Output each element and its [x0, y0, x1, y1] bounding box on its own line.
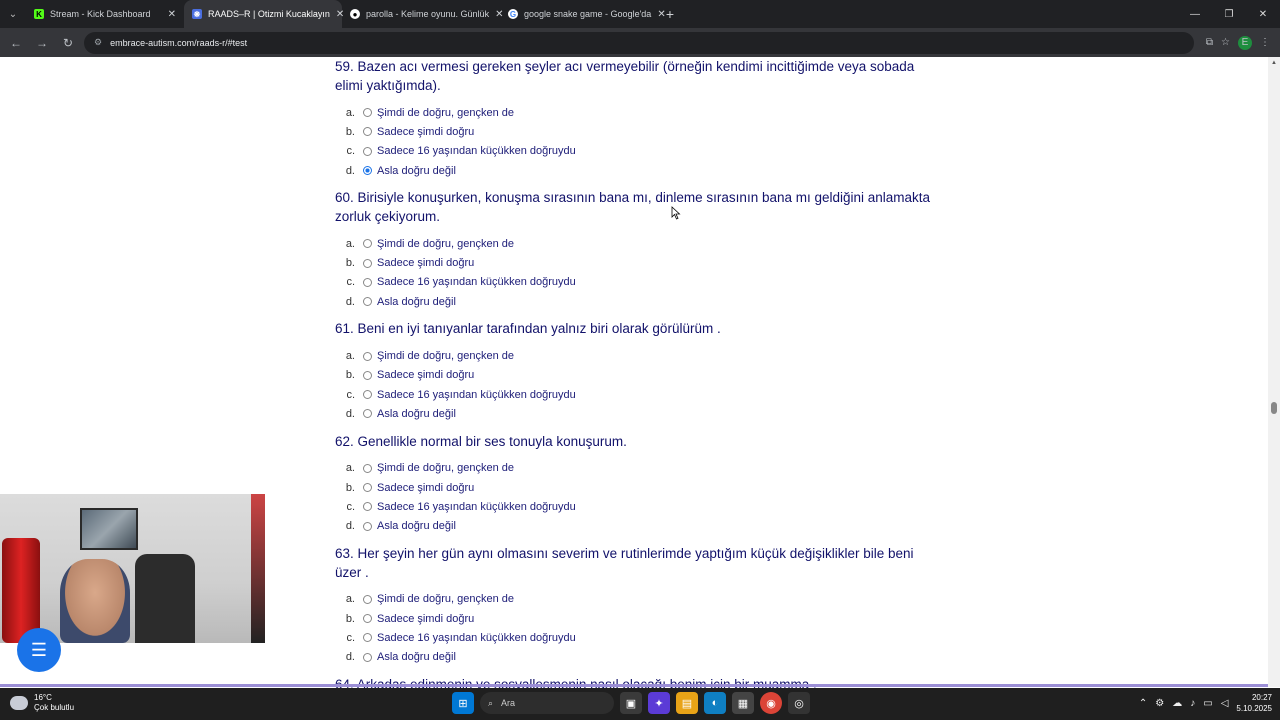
question-text: 63. Her şeyin her gün aynı olmasını severim ve rutinlerimde yaptığım küçük değişiklikler bile beni üzer .	[335, 545, 914, 580]
option-label: Asla doğru değil	[377, 520, 456, 533]
parolla-icon: ●	[350, 9, 360, 19]
toolbar-actions	[1206, 36, 1270, 50]
question-text: 61. Beni en iyi tanıyanlar tarafından yalnız biri olarak görülürüm .	[335, 321, 721, 337]
tab-raads-r[interactable]	[184, 0, 345, 28]
browser-tab-strip	[0, 0, 1280, 28]
answer-option[interactable]	[335, 292, 935, 311]
option-label: Sadece 16 yaşından küçükken doğruydu	[377, 388, 576, 401]
maximize-icon[interactable]: ❐	[1224, 8, 1234, 20]
radio-button[interactable]	[363, 522, 372, 531]
option-letter: a.	[345, 106, 355, 119]
question-item	[335, 432, 935, 536]
radio-button[interactable]	[363, 653, 372, 662]
answer-option[interactable]	[335, 628, 935, 647]
answer-option[interactable]	[335, 385, 935, 404]
microphone-image	[2, 538, 40, 643]
option-label: Asla doğru değil	[377, 407, 456, 420]
radio-button[interactable]	[363, 147, 372, 156]
tray-cloud-icon[interactable]: ☁	[1172, 697, 1183, 709]
option-letter: a.	[345, 593, 355, 606]
answer-options	[335, 459, 935, 536]
bookmark-star-icon[interactable]: ☆	[1221, 37, 1230, 48]
radio-button[interactable]	[363, 483, 372, 492]
system-tray	[1139, 692, 1272, 714]
question-text: 59. Bazen acı vermesi gereken şeyler acı vermeyebilir (örneğin kendimi incittiğimde veya sobada elimi yaktığımda).	[335, 59, 915, 93]
taskbar-apps	[452, 692, 810, 714]
volume-icon[interactable]: ◁	[1220, 697, 1229, 709]
chair-image	[135, 554, 195, 643]
option-letter: a.	[345, 350, 355, 363]
chrome-icon[interactable]: ◉	[760, 692, 782, 714]
radio-button[interactable]	[363, 614, 372, 623]
tray-app-icon[interactable]: ⚙	[1155, 697, 1165, 709]
option-label: Şimdi de doğru, gençken de	[377, 106, 514, 119]
task-view-icon[interactable]: ▣	[620, 692, 642, 714]
tab-kick-dashboard[interactable]	[26, 0, 184, 28]
option-letter: b.	[345, 369, 355, 382]
radio-button[interactable]	[363, 297, 372, 306]
radio-button[interactable]	[363, 108, 372, 117]
weather-temp: 16°C	[34, 693, 52, 702]
chevron-up-icon[interactable]: ⌃	[1138, 697, 1148, 709]
answer-option[interactable]	[335, 273, 935, 292]
option-letter: d.	[345, 295, 355, 308]
translate-icon[interactable]: ⧉	[1205, 37, 1214, 48]
window-controls	[1178, 0, 1280, 28]
search-placeholder: Ara	[501, 698, 516, 708]
tab-label: google snake game - Google'da	[524, 9, 652, 19]
start-icon[interactable]: ⊞	[452, 692, 474, 714]
option-letter: c.	[346, 276, 355, 289]
radio-button[interactable]	[363, 278, 372, 287]
tab-close-icon[interactable]: ✕	[335, 8, 345, 20]
option-letter: a.	[345, 462, 355, 475]
clock[interactable]	[1236, 692, 1272, 714]
answer-option[interactable]	[335, 122, 935, 141]
taskbar-search[interactable]	[480, 692, 614, 714]
answer-option[interactable]	[335, 478, 935, 497]
answer-option[interactable]	[335, 346, 935, 365]
answer-option[interactable]	[335, 459, 935, 478]
tab-close-icon[interactable]: ✕	[167, 8, 176, 20]
windows-taskbar	[0, 688, 1280, 720]
option-letter: c.	[346, 388, 355, 401]
option-label: Sadece 16 yaşından küçükken doğruydu	[377, 276, 576, 289]
option-label: Sadece şimdi doğru	[377, 481, 475, 494]
weather-desc: Çok bulutlu	[34, 703, 75, 712]
tab-label: parolla - Kelime oyunu. Günlük	[366, 9, 490, 19]
answer-options	[335, 103, 935, 180]
question-item	[335, 319, 935, 423]
tab-close-icon[interactable]: ✕	[495, 8, 504, 20]
option-label: Şimdi de doğru, gençken de	[377, 462, 514, 475]
tab-label: Stream - Kick Dashboard	[50, 9, 151, 19]
option-letter: c.	[346, 145, 355, 158]
answer-options	[335, 346, 935, 423]
question-item	[335, 544, 935, 667]
radio-button[interactable]	[363, 464, 372, 473]
profile-avatar[interactable]: E	[1238, 36, 1252, 50]
tab-google-snake[interactable]	[500, 0, 666, 28]
address-bar[interactable]	[84, 32, 1194, 54]
option-label: Sadece şimdi doğru	[377, 612, 475, 625]
answer-option[interactable]	[335, 142, 935, 161]
answer-option[interactable]	[335, 366, 935, 385]
tray-mic-icon[interactable]: ♪	[1190, 697, 1196, 709]
option-label: Şimdi de doğru, gençken de	[377, 237, 514, 250]
menu-icon[interactable]: ⋮	[1260, 37, 1270, 48]
option-label: Asla doğru değil	[377, 295, 456, 308]
answer-option[interactable]	[335, 609, 935, 628]
option-letter: d.	[345, 407, 355, 420]
radio-button[interactable]	[363, 633, 372, 642]
site-info-icon[interactable]: ⚙	[94, 37, 103, 47]
obs-icon[interactable]: ◎	[788, 692, 810, 714]
store-icon[interactable]: ▦	[732, 692, 754, 714]
option-letter: c.	[346, 500, 355, 513]
radio-button[interactable]	[363, 352, 372, 361]
tab-label: RAADS–R | Otizmi Kucaklayın	[208, 9, 330, 19]
scrollbar-thumb[interactable]	[1271, 402, 1277, 414]
tab-parolla[interactable]	[342, 0, 504, 28]
option-letter: a.	[345, 237, 355, 250]
answer-option[interactable]	[335, 648, 935, 667]
answer-option[interactable]	[335, 234, 935, 253]
edge-icon[interactable]: ◐	[704, 692, 726, 714]
back-icon[interactable]: ←	[10, 35, 22, 50]
option-label: Asla doğru değil	[377, 651, 456, 664]
answer-option[interactable]	[335, 253, 935, 272]
radio-button[interactable]	[363, 259, 372, 268]
answer-option[interactable]	[335, 103, 935, 122]
radio-button[interactable]	[363, 595, 372, 604]
option-label: Sadece şimdi doğru	[377, 369, 475, 382]
option-letter: b.	[345, 612, 355, 625]
question-list	[335, 57, 935, 694]
option-letter: d.	[345, 520, 355, 533]
google-icon: G	[509, 9, 517, 19]
tab-close-icon[interactable]: ✕	[657, 8, 666, 20]
option-label: Sadece 16 yaşından küçükken doğruydu	[377, 145, 576, 158]
radio-button[interactable]	[363, 239, 372, 248]
new-tab-button[interactable]: +	[665, 6, 675, 22]
question-text: 62. Genellikle normal bir ses tonuyla konuşurum.	[335, 433, 627, 449]
tab-search-icon[interactable]: ⌄	[8, 8, 18, 20]
site-icon: ❋	[193, 9, 201, 19]
forward-icon[interactable]: →	[36, 35, 48, 50]
answer-options	[335, 590, 935, 667]
url-text: embrace-autism.com/raads-r/#test	[110, 37, 248, 48]
answer-option[interactable]	[335, 497, 935, 516]
radio-button[interactable]	[363, 502, 372, 511]
webcam-overlay	[0, 494, 265, 643]
option-letter: c.	[346, 631, 355, 644]
answer-option[interactable]	[335, 590, 935, 609]
mouse-cursor-icon	[672, 207, 680, 219]
option-letter: d.	[345, 164, 355, 177]
radio-button[interactable]	[363, 127, 372, 136]
chat-bubble-icon[interactable]: ☰	[17, 628, 61, 672]
background-person-image	[251, 494, 265, 643]
network-icon[interactable]: ▭	[1203, 697, 1213, 709]
minimize-icon[interactable]: —	[1190, 8, 1200, 20]
option-label: Sadece şimdi doğru	[377, 125, 475, 138]
clock-date: 5.10.2025	[1236, 704, 1272, 713]
browser-toolbar	[0, 28, 1280, 57]
answer-options	[335, 234, 935, 311]
answer-option[interactable]	[335, 516, 935, 535]
search-icon: ⌕	[488, 697, 494, 708]
option-letter: d.	[345, 651, 355, 664]
answer-option[interactable]	[335, 404, 935, 423]
reload-icon[interactable]: ↻	[62, 35, 74, 50]
option-label: Şimdi de doğru, gençken de	[377, 593, 514, 606]
close-window-icon[interactable]: ✕	[1258, 8, 1268, 20]
option-label: Sadece 16 yaşından küçükken doğruydu	[377, 500, 576, 513]
option-letter: b.	[345, 257, 355, 270]
question-item	[335, 188, 935, 311]
file-explorer-icon[interactable]: ▤	[676, 692, 698, 714]
radio-button[interactable]	[363, 371, 372, 380]
clock-time: 20:27	[1251, 693, 1272, 702]
wall-poster-image	[80, 508, 138, 550]
option-label: Asla doğru değil	[377, 164, 456, 177]
radio-button[interactable]	[363, 390, 372, 399]
option-label: Sadece 16 yaşından küçükken doğruydu	[377, 631, 576, 644]
radio-button[interactable]	[363, 409, 372, 418]
answer-option[interactable]	[335, 161, 935, 180]
question-item	[335, 57, 935, 180]
weather-widget[interactable]	[10, 693, 74, 713]
copilot-icon[interactable]: ✦	[648, 692, 670, 714]
option-label: Sadece şimdi doğru	[377, 257, 475, 270]
option-letter: b.	[345, 481, 355, 494]
option-label: Şimdi de doğru, gençken de	[377, 350, 514, 363]
cloud-icon	[10, 696, 28, 710]
page-scrollbar[interactable]	[1268, 57, 1280, 687]
radio-button[interactable]	[363, 166, 372, 175]
scroll-up-icon[interactable]: ▲	[1271, 60, 1277, 66]
streamer-image	[60, 559, 130, 643]
option-letter: b.	[345, 125, 355, 138]
progress-strip	[0, 684, 1268, 687]
question-text: 60. Birisiyle konuşurken, konuşma sırasının bana mı, dinleme sırasının bana mı geldiğini anlamakta zorluk çekiyorum.	[335, 190, 931, 225]
kick-icon: K	[34, 9, 44, 19]
